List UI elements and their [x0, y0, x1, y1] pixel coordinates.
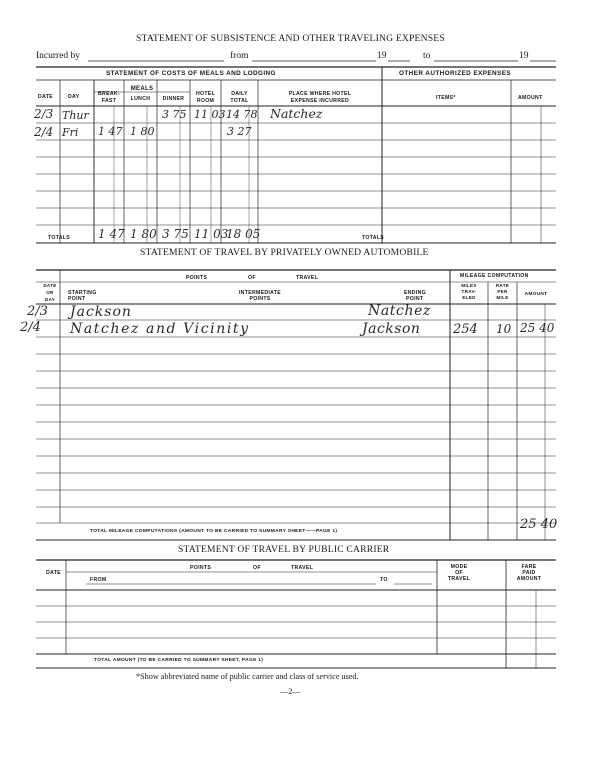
auto-col-date-1: DATE [43, 283, 57, 288]
public-mode-2: OF [455, 570, 463, 576]
total-daily: 18 05 [226, 227, 261, 241]
auto-total-label: TOTAL MILEAGE COMPUTATIONS (AMOUNT TO BE CARRIED TO SUMMARY SHEET——PAGE 1) [90, 529, 338, 534]
col-place-1: PLACE WHERE HOTEL [288, 91, 352, 97]
public-col-date: DATE [46, 570, 61, 576]
col-amount: AMOUNT [518, 95, 543, 101]
meals-section-title: STATEMENT OF COSTS OF MEALS AND LODGING [106, 70, 276, 77]
from-label: from [230, 51, 249, 61]
col-dinner: DINNER [162, 96, 185, 102]
public-mode-1: MODE [450, 564, 468, 570]
footnote: *Show abbreviated name of public carrier and class of service used. [136, 672, 359, 681]
public-of-label: OF [253, 565, 261, 571]
public-travel-label: TRAVEL [291, 565, 314, 571]
meal-row-2-daily: 3 27 [227, 125, 252, 138]
auto-of-label: OF [248, 275, 256, 281]
auto-row-2-rate: 10 [496, 322, 512, 336]
auto-row-1-date: 2/3 [27, 304, 48, 319]
meal-row-1-hotel: 11 03 [194, 108, 226, 121]
auto-col-miles-1: MILES [461, 283, 477, 288]
auto-col-rate-1: RATE [495, 283, 510, 288]
auto-col-end-1: ENDING [404, 290, 426, 296]
public-mode-3: TRAVEL [447, 576, 471, 582]
page-number: —2— [280, 687, 301, 696]
col-day: DAY [68, 94, 80, 100]
col-items: ITEMS* [436, 95, 456, 101]
meals-totals-label: TOTALS [48, 235, 71, 241]
col-breakfast-1: BREAK- [98, 91, 120, 97]
auto-row-2-ending: Jackson [362, 321, 421, 337]
auto-points-label: POINTS [186, 275, 208, 281]
public-section-title: STATEMENT OF TRAVEL BY PUBLIC CARRIER [178, 544, 390, 555]
public-to-label: TO [380, 577, 388, 583]
auto-row-2-start: Natchez and Vicinity [70, 321, 250, 337]
other-expenses-title: OTHER AUTHORIZED EXPENSES [399, 70, 512, 77]
auto-col-end-2: POINT [406, 296, 424, 302]
incurred-by-label: Incurred by [36, 51, 81, 61]
public-from-label: FROM [90, 577, 107, 583]
meal-row-2-breakfast: 1 47 [98, 125, 123, 138]
auto-col-miles-3: ELED [462, 295, 476, 300]
meal-row-2-lunch: 1 80 [130, 125, 155, 138]
total-breakfast: 1 47 [98, 227, 125, 241]
auto-col-start-2: POINT [68, 296, 86, 302]
auto-section-title: STATEMENT OF TRAVEL BY PRIVATELY OWNED AUTOMOBILE [140, 247, 429, 258]
meal-row-2-day: Fri [62, 126, 79, 139]
total-dinner: 3 75 [162, 227, 189, 241]
auto-row-2-miles: 254 [453, 322, 478, 337]
auto-col-inter-1: INTERMEDIATE [238, 290, 282, 296]
auto-row-1-ending: Natchez [368, 303, 431, 319]
auto-col-amount: AMOUNT [524, 292, 548, 297]
auto-col-date-2: OR [46, 290, 54, 295]
meal-row-1-dinner: 3 75 [162, 108, 187, 121]
meal-row-2-date: 2/4 [34, 125, 54, 139]
meal-row-1-daily: 14 78 [226, 108, 258, 121]
auto-total-amount: 25 40 [520, 517, 558, 532]
public-fare-2: PAID [522, 570, 536, 576]
col-place-2: EXPENSE INCURRED [290, 98, 350, 104]
col-date: DATE [38, 94, 53, 100]
meal-row-1-day: Thur [62, 109, 89, 122]
auto-col-date-3: DAY [44, 297, 56, 302]
year-label-1: 19 [377, 51, 387, 61]
auto-col-rate-2: PER [497, 289, 508, 294]
total-hotel: 11 03 [194, 227, 229, 241]
col-hotel-2: ROOM [196, 98, 215, 104]
col-daily-1: DAILY [231, 91, 248, 97]
total-lunch: 1 80 [130, 227, 157, 241]
auto-travel-label: TRAVEL [296, 275, 319, 281]
public-points-label: POINTS [190, 565, 212, 571]
auto-col-start-1: STARTING [68, 290, 97, 296]
auto-col-inter-2: POINTS [249, 296, 271, 302]
col-lunch: LUNCH [130, 96, 151, 102]
auto-row-2-date: 2/4 [20, 320, 41, 335]
col-breakfast-2: FAST [101, 98, 117, 104]
public-fare-3: AMOUNT [516, 576, 542, 582]
other-totals-label: TOTALS [362, 235, 385, 241]
form-title: STATEMENT OF SUBSISTENCE AND OTHER TRAVELING EXPENSES [136, 33, 445, 44]
auto-col-miles-2: TRAV- [461, 289, 477, 294]
col-hotel-1: HOTEL [195, 91, 216, 97]
auto-col-rate-3: MILE [496, 295, 509, 300]
to-label: to [423, 51, 431, 61]
meal-row-1-place: Natchez [270, 106, 323, 121]
auto-row-1-start: Jackson [70, 304, 132, 320]
public-total-label: TOTAL AMOUNT (TO BE CARRIED TO SUMMARY SHEET, PAGE 1) [94, 658, 264, 663]
mileage-computation-label: MILEAGE COMPUTATION [460, 273, 529, 279]
public-fare-1: FARE [521, 564, 537, 570]
auto-row-2-amount: 25 40 [520, 321, 555, 335]
year-label-2: 19 [519, 51, 529, 61]
meals-group-label: MEALS [130, 86, 154, 92]
col-daily-2: TOTAL [230, 98, 249, 104]
meal-row-1-date: 2/3 [34, 107, 54, 121]
